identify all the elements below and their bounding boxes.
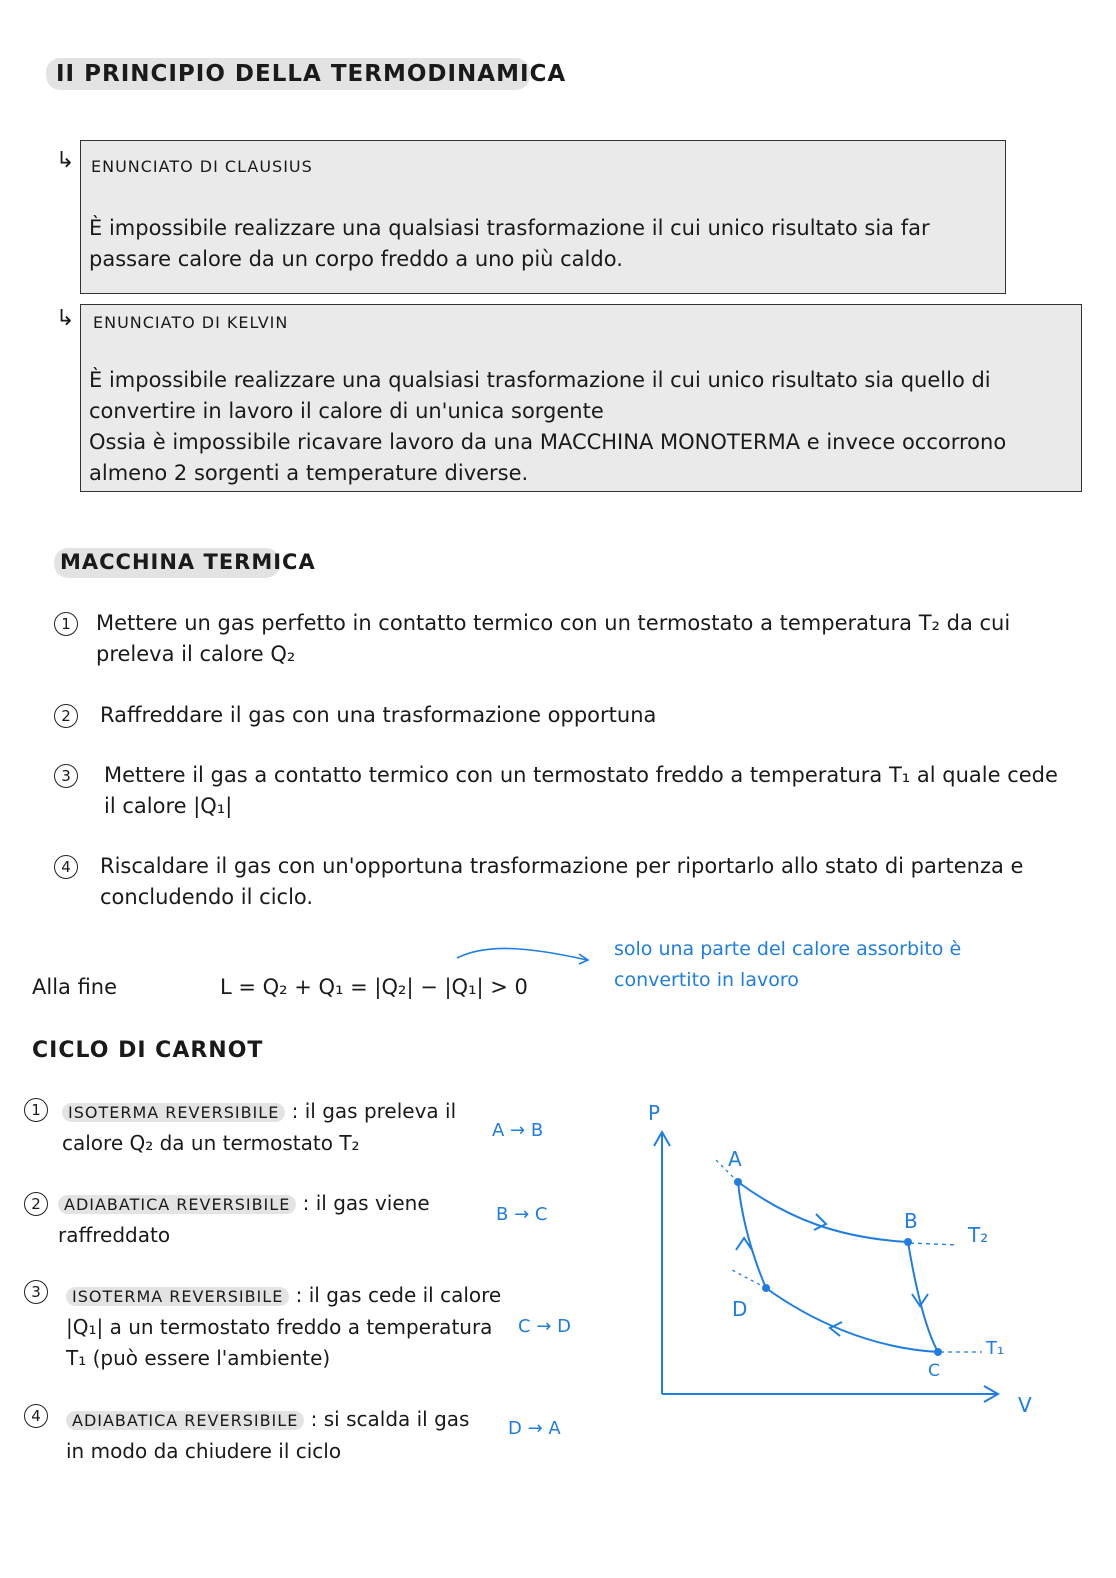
page-title: II PRINCIPIO DELLA TERMODINAMICA bbox=[56, 61, 567, 87]
transition-a-b: A → B bbox=[492, 1120, 544, 1141]
point-b-label: B bbox=[904, 1209, 918, 1233]
kelvin-box bbox=[80, 304, 1082, 492]
kelvin-text-2: Ossia è impossibile ricavare lavoro da una MACCHINA MONOTERMA e invece occorrono almeno 2 sorgenti a temperature diverse. bbox=[89, 430, 1007, 485]
work-formula: L = Q₂ + Q₁ = |Q₂| − |Q₁| > 0 bbox=[220, 975, 528, 999]
step-number-4: 4 bbox=[54, 855, 78, 879]
carnot-step-4 bbox=[66, 1404, 486, 1467]
carnot-step-number-1: 1 bbox=[24, 1098, 48, 1122]
carnot-step-1 bbox=[62, 1096, 482, 1159]
macchina-title: MACCHINA TERMICA bbox=[60, 550, 316, 574]
carnot-step-3 bbox=[66, 1280, 516, 1374]
kelvin-text: È impossibile realizzare una qualsiasi trasformazione il cui unico risultato sia quello di convertire in lavoro il calore di un'unica sorgente bbox=[89, 368, 991, 423]
point-a-label: A bbox=[728, 1147, 742, 1171]
hook-arrow-icon: ↳ bbox=[56, 306, 75, 331]
macchina-step-2: Raffreddare il gas con una trasformazione opportuna bbox=[100, 703, 657, 727]
transition-c-d: C → D bbox=[518, 1316, 571, 1337]
axis-v-label: V bbox=[1018, 1393, 1032, 1417]
step-number-3: 3 bbox=[54, 764, 78, 788]
hook-arrow-icon: ↳ bbox=[56, 148, 75, 173]
macchina-step-1: Mettere un gas perfetto in contatto termico con un termostato a temperatura T₂ da cui preleva il calore Q₂ bbox=[96, 611, 1011, 666]
point-a bbox=[734, 1178, 742, 1186]
carnot-step-2 bbox=[58, 1188, 478, 1251]
axis-p-label: P bbox=[648, 1101, 661, 1125]
carnot-step-tag: ISOTERMA REVERSIBILE bbox=[66, 1287, 289, 1306]
kelvin-label: ENUNCIATO DI KELVIN bbox=[93, 313, 289, 332]
macchina-step-4: Riscaldare il gas con un'opportuna trasformazione per riportarlo allo stato di partenza e concludendo il ciclo. bbox=[100, 854, 1024, 909]
step-number-2: 2 bbox=[54, 704, 78, 728]
isotherm-c-d bbox=[766, 1288, 938, 1352]
clausius-label: ENUNCIATO DI CLAUSIUS bbox=[91, 157, 313, 176]
t2-label: T₂ bbox=[968, 1223, 989, 1247]
carnot-step-number-2: 2 bbox=[24, 1192, 48, 1216]
t2-dashed-line bbox=[910, 1243, 958, 1245]
point-c bbox=[934, 1348, 942, 1356]
carnot-step-number-3: 3 bbox=[24, 1280, 48, 1304]
point-b bbox=[904, 1238, 912, 1246]
adiabatic-b-c bbox=[908, 1242, 938, 1352]
clausius-text: È impossibile realizzare una qualsiasi trasformazione il cui unico risultato sia far passare calore da un corpo freddo a uno più caldo. bbox=[89, 216, 930, 271]
t1-label: T₁ bbox=[986, 1338, 1005, 1359]
carnot-step-tag: ADIABATICA REVERSIBILE bbox=[58, 1195, 296, 1214]
carnot-step-text: : il gas cede il calore |Q₁| a un termostato freddo a temperatura T₁ (può essere l'ambiente) bbox=[66, 1283, 502, 1370]
alla-fine-label: Alla fine bbox=[32, 975, 118, 999]
point-d-label: D bbox=[732, 1297, 748, 1321]
curved-arrow-icon bbox=[455, 942, 595, 972]
carnot-step-tag: ISOTERMA REVERSIBILE bbox=[62, 1103, 285, 1122]
carnot-step-text: : il gas viene raffreddato bbox=[58, 1191, 430, 1247]
isotherm-a-b bbox=[738, 1182, 908, 1242]
carnot-step-number-4: 4 bbox=[24, 1404, 48, 1428]
macchina-step-3: Mettere il gas a contatto termico con un termostato freddo a temperatura T₁ al quale cede il calore |Q₁| bbox=[104, 763, 1058, 818]
transition-b-c: B → C bbox=[496, 1204, 548, 1225]
carnot-step-text: : si scalda il gas in modo da chiudere il ciclo bbox=[66, 1407, 470, 1463]
carnot-step-text: : il gas preleva il calore Q₂ da un termostato T₂ bbox=[62, 1099, 457, 1155]
carnot-title: CICLO DI CARNOT bbox=[32, 1038, 264, 1063]
clausius-box bbox=[80, 140, 1006, 294]
transition-d-a: D → A bbox=[508, 1418, 561, 1439]
carnot-pv-diagram bbox=[620, 1090, 1060, 1430]
point-c-label: C bbox=[928, 1361, 940, 1381]
work-note: solo una parte del calore assorbito è convertito in lavoro bbox=[614, 938, 962, 991]
step-number-1: 1 bbox=[54, 612, 78, 636]
point-d bbox=[762, 1284, 770, 1292]
carnot-step-tag: ADIABATICA REVERSIBILE bbox=[66, 1411, 304, 1430]
